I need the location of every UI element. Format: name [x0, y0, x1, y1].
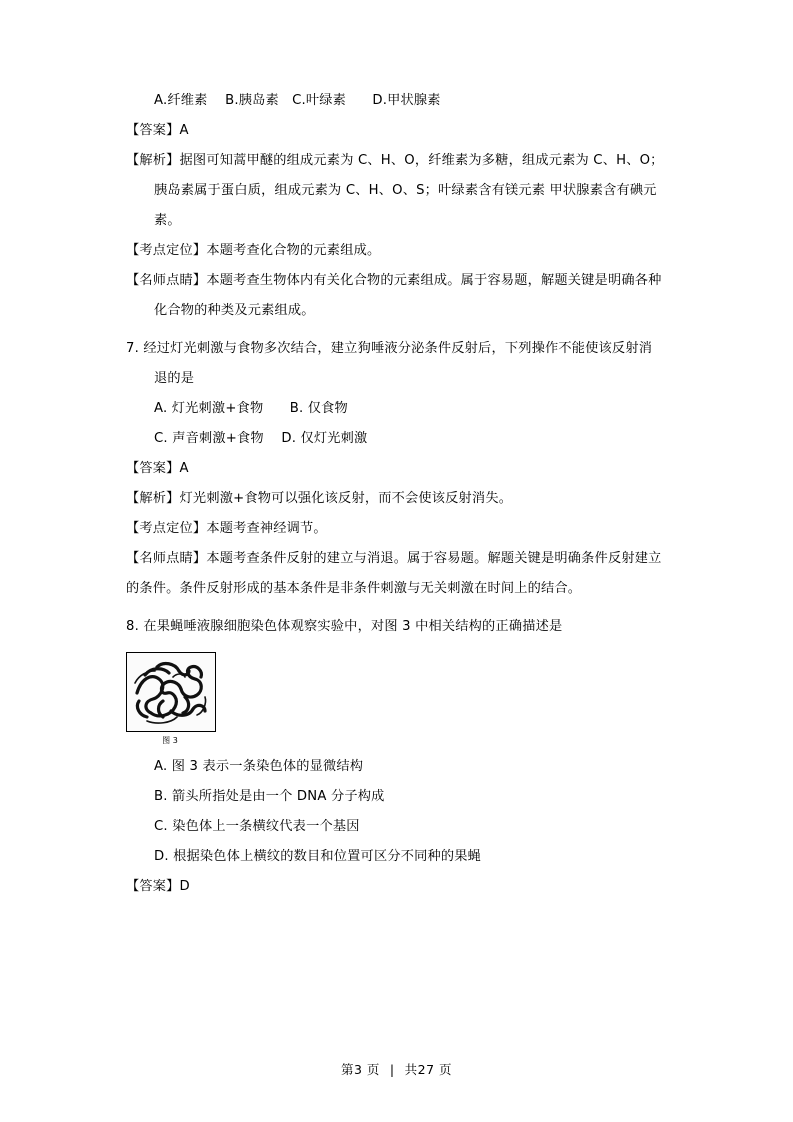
figure-3-caption: 图 3 — [162, 736, 178, 745]
chromosome-micrograph-image — [126, 652, 216, 732]
q7-tip-line-2: 的条件。条件反射形成的基本条件是非条件刺激与无关刺激在时间上的结合。 — [126, 581, 582, 596]
q8-option-b: B. 箭头所指处是由一个 DNA 分子构成 — [154, 789, 385, 804]
q8-answer-line: 【答案】D — [126, 879, 190, 894]
figure-3-container — [126, 652, 675, 748]
q7-options-cd: C. 声音刺激+食物 D. 仅灯光刺激 — [154, 431, 368, 446]
q8-option-d: D. 根据染色体上横纹的数目和位置可区分不同种的果蝇 — [154, 849, 482, 864]
chromosome-drawing-icon — [127, 653, 215, 731]
q6-point-line: 【考点定位】本题考查化合物的元素组成。 — [126, 243, 381, 258]
q8-stem-line: 8. 在果蝇唾液腺细胞染色体观察实验中，对图 3 中相关结构的正确描述是 — [126, 619, 563, 634]
q8-option-c: C. 染色体上一条横纹代表一个基因 — [154, 819, 360, 834]
q6-tip-line-2: 化合物的种类及元素组成。 — [154, 303, 315, 318]
q7-answer-line: 【答案】A — [126, 461, 189, 476]
q7-analysis-line: 【解析】灯光刺激+食物可以强化该反射，而不会使该反射消失。 — [126, 491, 513, 506]
footer-total-pages: 共27 页 — [404, 1062, 453, 1077]
q6-analysis-line-1: 【解析】据图可知蒿甲醚的组成元素为 C、H、O，纤维素为多糖，组成元素为 C、H、O； — [126, 153, 664, 168]
q7-options-ab: A. 灯光刺激+食物 B. 仅食物 — [154, 401, 348, 416]
q7-stem-line-2: 退的是 — [154, 371, 195, 386]
q7-point-line: 【考点定位】本题考查神经调节。 — [126, 521, 327, 536]
spacer-q6-q7 — [126, 326, 675, 334]
q7-stem-line-1: 7. 经过灯光刺激与食物多次结合，建立狗唾液分泌条件反射后，下列操作不能使该反射消 — [126, 341, 653, 356]
page-footer — [0, 1060, 793, 1078]
q6-analysis-line-2: 胰岛素属于蛋白质，组成元素为 C、H、O、S；叶绿素含有镁元素 甲状腺素含有碘元素。 — [154, 183, 657, 228]
q7-tip-line-1: 【名师点睛】本题考查条件反射的建立与消退。属于容易题。解题关键是明确条件反射建立 — [126, 551, 662, 566]
footer-page-number: 第3 页 — [340, 1062, 380, 1077]
q6-options-line: A.纤维素 B.胰岛素 C.叶绿素 D.甲状腺素 — [154, 93, 441, 108]
q6-tip-line-1: 【名师点睛】本题考查生物体内有关化合物的元素组成。属于容易题，解题关键是明确各种 — [126, 273, 662, 288]
q8-option-a: A. 图 3 表示一条染色体的显微结构 — [154, 759, 364, 774]
q6-answer-line: 【答案】A — [126, 123, 189, 138]
footer-separator: | — [389, 1062, 395, 1077]
spacer-q7-q8 — [126, 604, 675, 612]
